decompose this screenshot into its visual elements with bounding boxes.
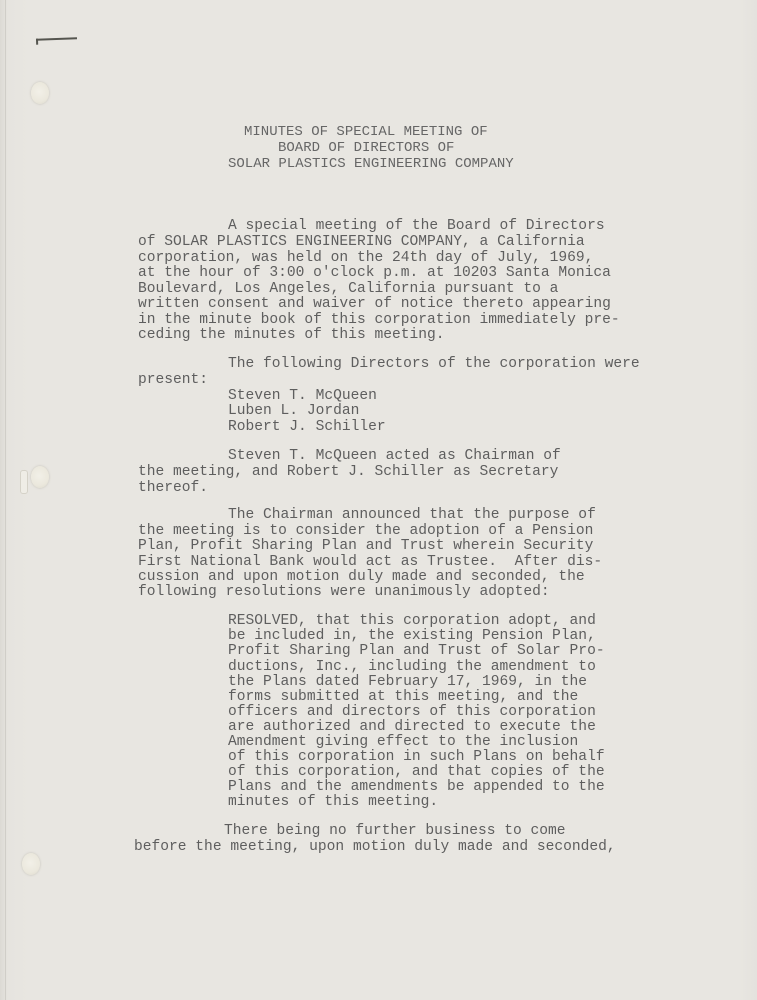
punch-hole-tear — [20, 470, 28, 494]
text-line: of this corporation in such Plans on behalf — [228, 749, 605, 765]
director-name: Steven T. McQueen — [228, 388, 377, 404]
text-line: officers and directors of this corporation — [228, 704, 596, 720]
text-line: The following Directors of the corporation were — [228, 356, 640, 372]
text-line: before the meeting, upon motion duly made and seconded, — [134, 839, 616, 855]
text-line: Plan, Profit Sharing Plan and Trust wherein Security — [138, 538, 594, 554]
title-line: SOLAR PLASTICS ENGINEERING COMPANY — [228, 156, 514, 172]
text-line: Steven T. McQueen acted as Chairman of — [228, 448, 561, 464]
page-edge — [5, 0, 6, 1000]
text-line: the meeting, and Robert J. Schiller as Secretary — [138, 464, 559, 480]
text-line: of this corporation, and that copies of the — [228, 764, 605, 780]
text-line: the Plans dated February 17, 1969, in the — [228, 674, 588, 690]
text-line: following resolutions were unanimously adopted: — [138, 584, 550, 600]
text-line: of SOLAR PLASTICS ENGINEERING COMPANY, a California — [138, 234, 585, 250]
text-line: The Chairman announced that the purpose of — [228, 507, 596, 523]
text-line: ceding the minutes of this meeting. — [138, 327, 445, 343]
text-line: ductions, Inc., including the amendment to — [228, 659, 596, 675]
text-line: the meeting is to consider the adoption of a Pension — [138, 523, 594, 539]
text-line: are authorized and directed to execute the — [228, 719, 596, 735]
text-line: at the hour of 3:00 o'clock p.m. at 10203 Santa Monica — [138, 265, 611, 281]
title-line: MINUTES OF SPECIAL MEETING OF — [244, 124, 488, 140]
text-line: First National Bank would act as Trustee. After dis- — [138, 554, 603, 570]
punch-hole-top — [31, 82, 49, 104]
text-line: cussion and upon motion duly made and seconded, the — [138, 569, 585, 585]
text-line: corporation, was held on the 24th day of July, 1969, — [138, 250, 594, 266]
text-line: Plans and the amendments be appended to the — [228, 779, 605, 795]
text-line: minutes of this meeting. — [228, 794, 439, 810]
text-line: written consent and waiver of notice thereto appearing — [138, 296, 611, 312]
director-name: Robert J. Schiller — [228, 419, 386, 435]
title-line: BOARD OF DIRECTORS OF — [278, 140, 455, 156]
text-line: Profit Sharing Plan and Trust of Solar Pro- — [228, 643, 605, 659]
punch-hole-bottom — [22, 853, 40, 875]
text-line: A special meeting of the Board of Directors — [228, 218, 605, 234]
pencil-mark — [36, 37, 77, 40]
text-line: Boulevard, Los Angeles, California pursuant to a — [138, 281, 559, 297]
director-name: Luben L. Jordan — [228, 403, 360, 419]
text-line: present: — [138, 372, 209, 388]
text-line: Amendment giving effect to the inclusion — [228, 734, 579, 750]
punch-hole-middle — [31, 466, 49, 488]
text-line: RESOLVED, that this corporation adopt, and — [228, 613, 596, 629]
text-line: forms submitted at this meeting, and the — [228, 689, 579, 705]
text-line: be included in, the existing Pension Plan, — [228, 628, 596, 644]
text-line: in the minute book of this corporation immediately pre- — [138, 312, 620, 328]
text-line: thereof. — [138, 480, 209, 496]
text-line: There being no further business to come — [224, 823, 566, 839]
